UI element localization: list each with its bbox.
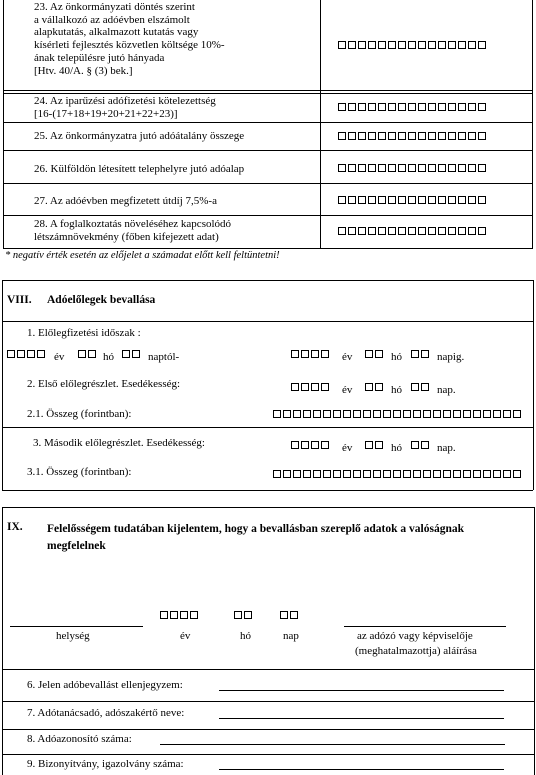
first-installment-year[interactable] [291,383,329,391]
period-from-day[interactable] [122,350,140,358]
signature-label-2: (meghatalmazottja) aláírása [355,645,477,657]
row-27-label: 27. Az adóévben megfizetett útdíj 7,5%-a [34,195,217,207]
row-27-boxes[interactable] [338,196,486,204]
date-nap-label: nap [283,630,299,642]
date-ho-label: hó [240,630,251,642]
date-ev-label: év [180,630,191,642]
second-installment-day[interactable] [411,441,429,449]
tax-id-field[interactable] [160,744,505,745]
row-24-boxes[interactable] [338,103,486,111]
period-to-ho: hó [391,351,402,363]
first-installment-label: 2. Első előlegrészlet. Esedékesség: [27,378,181,390]
period-from-ho: hó [103,351,114,363]
row-26-boxes[interactable] [338,164,486,172]
period-to-year[interactable] [291,350,329,358]
section-ix-title: Felelősségem tudatában kijelentem, hogy a bevallásban szereplő adatok a valóságnak megfelelnek [47,523,464,552]
period-to-month[interactable] [365,350,383,358]
period-from-naptol: naptól- [148,351,180,363]
row-25-boxes[interactable] [338,132,486,140]
certificate-label: 9. Bizonyítvány, igazolvány száma: [27,758,184,770]
period-from-year[interactable] [7,350,45,358]
certificate-field[interactable] [219,769,504,770]
period-from-ev: év [54,351,65,363]
second-amount-boxes[interactable] [273,470,521,478]
signature-label-1: az adózó vagy képviselője [357,630,473,642]
second-installment-month[interactable] [365,441,383,449]
row-28-label: 28. A foglalkoztatás növeléséhez kapcsolódó létszámnövekmény (főben kifejezett adat) [34,218,232,243]
second-installment-label: 3. Második előlegrészlet. Esedékesség: [33,437,205,449]
first-installment-month[interactable] [365,383,383,391]
row-28-boxes[interactable] [338,227,486,235]
date-year-boxes[interactable] [160,611,198,619]
row-23-boxes[interactable] [338,41,486,49]
period-to-day[interactable] [411,350,429,358]
signature-line[interactable] [344,626,506,627]
footnote: * negatív érték esetén az előjelet a számadat előtt kell feltüntetni! [5,250,280,261]
row-24-label: 24. Az iparűzési adófizetési kötelezettség [16-(17+18+19+20+21+22+23)] [34,95,216,120]
section-viii-number: VIII. [7,294,32,306]
row-25-label: 25. Az önkormányzatra jutó adóátalány összege [34,130,245,142]
second-installment-ho: hó [391,442,402,454]
countersign-label: 6. Jelen adóbevallást ellenjegyzem: [27,679,183,691]
second-installment-year[interactable] [291,441,329,449]
date-month-boxes[interactable] [234,611,252,619]
period-to-ev: év [342,351,353,363]
section-viii-title: Adóelőlegek bevallása [47,294,156,306]
first-installment-nap: nap. [437,384,456,396]
countersign-field[interactable] [219,690,504,691]
second-installment-nap: nap. [437,442,456,454]
tax-id-label: 8. Adóazonosító száma: [27,733,132,745]
first-amount-boxes[interactable] [273,410,521,418]
date-day-boxes[interactable] [280,611,298,619]
advisor-name-field[interactable] [219,718,504,719]
first-amount-label: 2.1. Összeg (forintban): [27,408,132,420]
second-amount-label: 3.1. Összeg (forintban): [27,466,132,478]
row-23-label: 23. Az önkormányzati döntés szerint a vállalkozó az adóévben elszámolt alapkutatás, alkalmazott kutatás vagy kísérleti fejlesztés közvetlen költsége 10%- ának településre jutó hányada [Htv. 40/A. § (3) bek.] [34,1,225,77]
first-installment-ho: hó [391,384,402,396]
place-label: helység [56,630,90,642]
section-ix-number: IX. [7,521,23,533]
row-26-label: 26. Külföldön létesített telephelyre jutó adóalap [34,163,245,175]
period-label: 1. Előlegfizetési időszak : [27,327,141,339]
first-installment-ev: év [342,384,353,396]
first-installment-day[interactable] [411,383,429,391]
place-line[interactable] [10,626,143,627]
second-installment-ev: év [342,442,353,454]
period-from-month[interactable] [78,350,96,358]
advisor-name-label: 7. Adótanácsadó, adószakértő neve: [27,707,185,719]
period-to-napig: napig. [437,351,465,363]
